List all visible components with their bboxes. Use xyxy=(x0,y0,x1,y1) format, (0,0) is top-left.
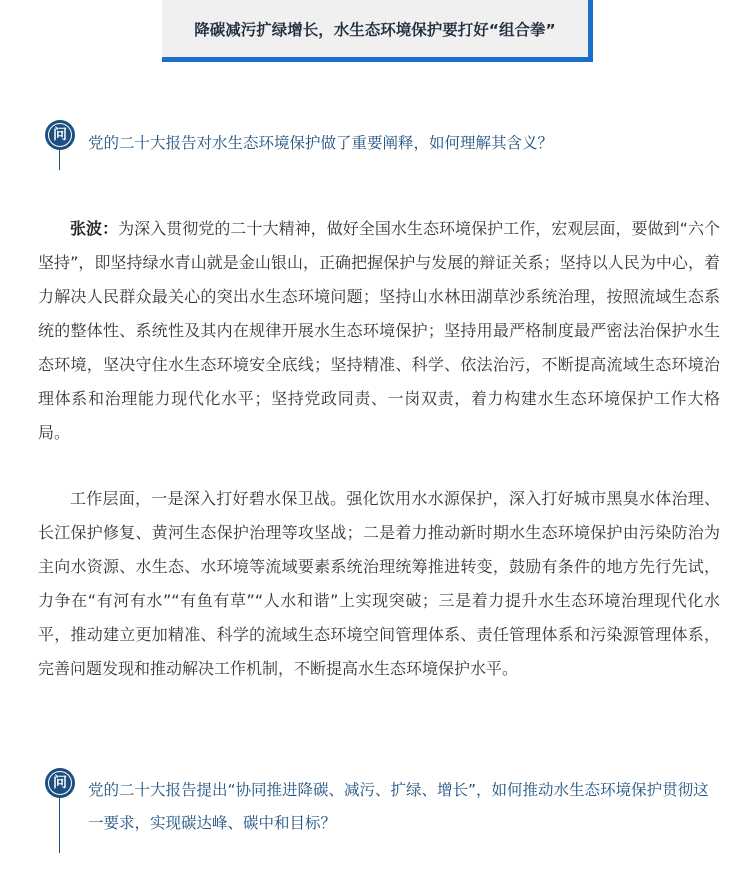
title-banner xyxy=(162,0,593,62)
article-title: 降碳减污扩绿增长，水生态环境保护要打好“组合拳” xyxy=(194,20,556,39)
question-block-1 xyxy=(0,112,746,172)
question-2-text: 党的二十大报告提出“协同推进降碳、减污、扩绿、增长”，如何推动水生态环境保护贯彻这一要求，实现碳达峰、碳中和目标？ xyxy=(88,781,709,832)
answer-paragraph-1-text: 为深入贯彻党的二十大精神，做好全国水生态环境保护工作，宏观层面，要做到“六个坚持”，即坚持绿水青山就是金山银山，正确把握保护与发展的辩证关系；坚持以人民为中心，着力解决人民群众最关心的突出水生态环境问题；坚持山水林田湖草沙系统治理，按照流域生态系统的整体性、系统性及其内在规律开展水生态环境保护；坚持用最严格制度最严密法治保护水生态环境，坚决守住水生态环境安全底线；坚持精准、科学、依法治污，不断提高流域生态环境治理体系和治理能力现代化水平；坚持党政同责、一岗双责，着力构建水生态环境保护工作大格局。 xyxy=(38,219,720,442)
answer-paragraph-2 xyxy=(38,482,720,686)
question-block-2 xyxy=(0,760,746,855)
question-2-badge xyxy=(45,768,75,798)
question-1-badge xyxy=(45,120,75,150)
question-1-badge-label: 问 xyxy=(48,123,72,147)
question-2-badge-label: 问 xyxy=(48,771,72,795)
question-1-text: 党的二十大报告对水生态环境保护做了重要阐释，如何理解其含义？ xyxy=(88,134,554,152)
speaker-name: 张波： xyxy=(70,219,119,238)
answer-paragraph-1 xyxy=(38,212,720,450)
answer-paragraph-2-text: 工作层面，一是深入打好碧水保卫战。强化饮用水水源保护，深入打好城市黑臭水体治理、长江保护修复、黄河生态保护治理等攻坚战；二是着力推动新时期水生态环境保护由污染防治为主向水资源、水生态、水环境等流域要素系统治理统筹推进转变，鼓励有条件的地方先行先试，力争在“有河有水”“有鱼有草”“人水和谐”上实现突破；三是着力提升水生态环境治理现代化水平，推动建立更加精准、科学的流域生态环境空间管理体系、责任管理体系和污染源管理体系，完善问题发现和推动解决工作机制，不断提高水生态环境保护水平。 xyxy=(38,489,720,678)
